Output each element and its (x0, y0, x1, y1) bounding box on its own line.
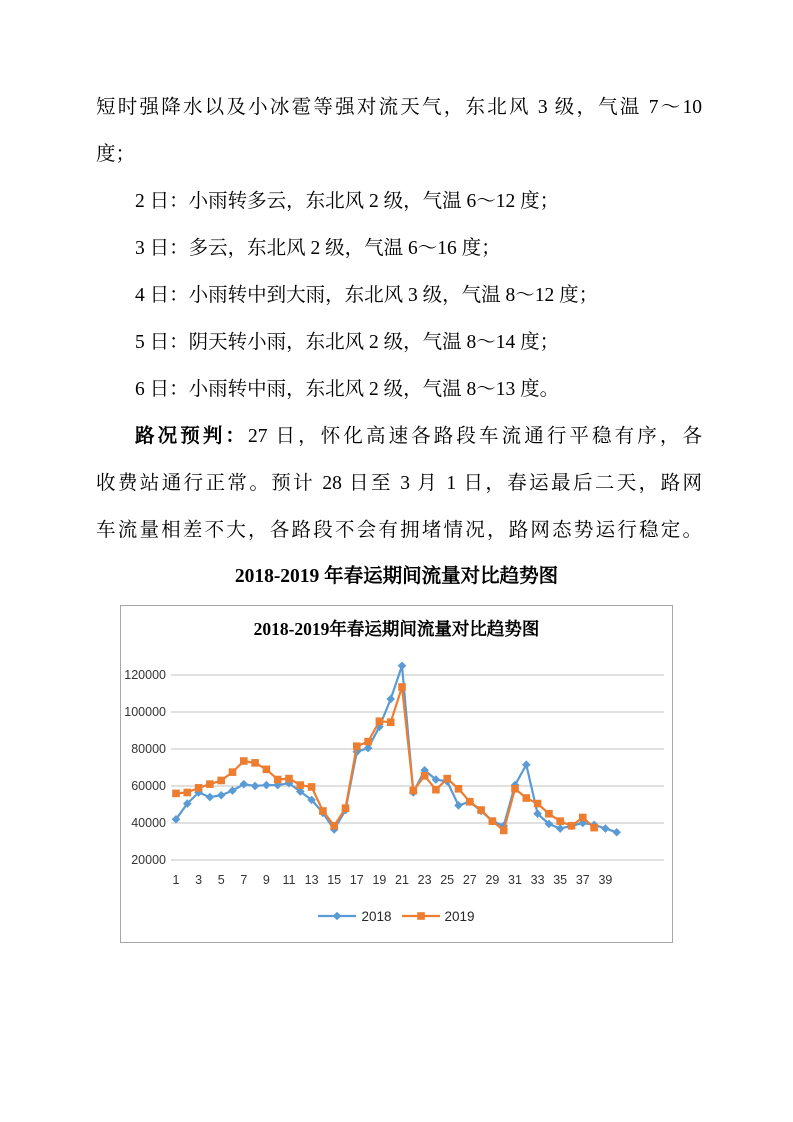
x-tick-label: 3 (195, 873, 203, 887)
legend-item-2019 (402, 909, 475, 924)
text-line-2 (96, 131, 702, 178)
x-tick-label: 1 (172, 873, 180, 887)
data-point-2019 (229, 768, 237, 776)
text-line-3 (96, 178, 702, 225)
data-point-2019 (579, 814, 587, 822)
x-tick-label: 27 (462, 873, 477, 887)
data-point-2019 (240, 757, 248, 765)
text-run: 5 日：阴天转小雨，东北风 2 级，气温 8～14 度； (135, 332, 560, 353)
y-tick-label: 100000 (124, 705, 166, 719)
x-tick-label: 35 (553, 873, 568, 887)
data-point-2018 (240, 780, 249, 789)
legend-label-2018: 2018 (361, 908, 392, 924)
text-line-8 (96, 413, 702, 460)
series-2019-line (176, 687, 594, 830)
data-point-2019 (568, 822, 576, 830)
y-tick-label: 120000 (124, 668, 166, 682)
data-point-2019 (455, 785, 463, 793)
y-tick-label: 80000 (131, 742, 166, 756)
x-tick-label: 29 (485, 873, 500, 887)
data-point-2018 (228, 786, 237, 795)
text-run: 短时强降水以及小冰雹等强对流天气，东北风 3 级，气温 7～10 (96, 97, 702, 118)
x-tick-label: 9 (262, 873, 270, 887)
text-line-5 (96, 272, 702, 319)
x-tick-label: 17 (349, 873, 364, 887)
data-point-2019 (184, 789, 192, 797)
legend-item-2018 (318, 909, 391, 924)
data-point-2018 (454, 801, 463, 810)
text-run: 4 日：小雨转中到大雨，东北风 3 级，气温 8～12 度； (135, 285, 599, 306)
data-point-2019 (195, 784, 203, 792)
text-run: 2 日：小雨转多云，东北风 2 级，气温 6～12 度； (135, 191, 560, 212)
data-point-2018 (601, 824, 610, 833)
data-point-2019 (274, 776, 282, 784)
data-point-2018 (398, 661, 407, 670)
data-point-2019 (172, 790, 180, 798)
data-point-2019 (376, 717, 384, 725)
text-line-9 (96, 460, 702, 507)
series-2019 (172, 683, 598, 834)
data-point-2019 (410, 787, 418, 795)
data-point-2019 (342, 804, 350, 812)
y-tick-label: 40000 (131, 816, 166, 830)
legend-label-2019: 2019 (444, 908, 475, 924)
text-line-10 (96, 507, 702, 554)
data-point-2019 (387, 718, 395, 726)
data-point-2019 (297, 781, 305, 789)
body-text (96, 84, 702, 554)
data-point-2019 (364, 738, 372, 746)
text-run: 收费站通行正常。预计 28 日至 3 月 1 日，春运最后二天，路网 (96, 473, 702, 494)
chart-plot-area (121, 606, 672, 942)
data-point-2019 (500, 827, 508, 835)
data-point-2018 (217, 791, 226, 800)
y-tick-label: 20000 (131, 853, 166, 867)
text-run: 车流量相差不大，各路段不会有拥堵情况，路网态势运行稳定。 (96, 520, 702, 541)
legend-marker (417, 912, 425, 920)
data-point-2019 (590, 824, 598, 832)
x-tick-label: 11 (282, 873, 296, 887)
data-point-2019 (477, 806, 485, 814)
data-point-2018 (612, 828, 621, 837)
data-point-2019 (285, 775, 293, 783)
chart-title: 2018-2019年春运期间流量对比趋势图 (253, 619, 540, 639)
y-tick-label: 60000 (131, 779, 166, 793)
data-point-2019 (217, 777, 225, 785)
data-point-2018 (206, 793, 215, 802)
x-tick-label: 5 (217, 873, 225, 887)
data-point-2019 (398, 683, 406, 691)
data-point-2019 (466, 798, 474, 806)
data-point-2018 (522, 760, 531, 769)
legend-swatch-2019 (402, 910, 440, 922)
legend-swatch-2018 (318, 910, 356, 922)
data-point-2019 (353, 742, 361, 750)
section-title: 2018-2019 年春运期间流量对比趋势图 (234, 566, 559, 587)
x-tick-label: 23 (417, 873, 432, 887)
text-run: 3 日：多云，东北风 2 级，气温 6～16 度； (135, 238, 501, 259)
data-point-2019 (251, 759, 259, 767)
text-line-1 (96, 84, 702, 131)
x-tick-label: 15 (327, 873, 342, 887)
x-tick-label: 13 (304, 873, 319, 887)
traffic-trend-chart (120, 605, 673, 943)
data-point-2019 (263, 766, 271, 774)
bold-run: 路况预判： (135, 426, 249, 447)
data-point-2018 (251, 782, 260, 791)
data-point-2019 (523, 794, 531, 802)
x-tick-label: 33 (530, 873, 545, 887)
x-tick-label: 19 (372, 873, 387, 887)
data-point-2019 (330, 822, 338, 830)
data-point-2019 (511, 785, 519, 793)
data-point-2018 (556, 824, 565, 833)
x-tick-label: 31 (508, 873, 522, 887)
text-run: 27 日，怀化高速各路段车流通行平稳有序，各 (248, 426, 702, 447)
text-run: 度； (96, 144, 136, 165)
text-run: 6 日：小雨转中雨，东北风 2 级，气温 8～13 度。 (135, 379, 560, 400)
data-point-2018 (262, 781, 271, 790)
x-tick-label: 7 (240, 873, 248, 887)
data-point-2019 (489, 817, 497, 825)
data-point-2019 (308, 783, 316, 791)
data-point-2019 (443, 775, 451, 783)
data-point-2019 (534, 800, 542, 808)
text-line-4 (96, 225, 702, 272)
text-line-6 (96, 319, 702, 366)
x-tick-label: 25 (440, 873, 455, 887)
chart-legend (121, 902, 672, 930)
data-point-2019 (319, 807, 327, 815)
x-tick-label: 21 (395, 873, 409, 887)
data-point-2019 (556, 817, 564, 825)
data-point-2019 (432, 786, 440, 794)
text-line-7 (96, 366, 702, 413)
data-point-2018 (386, 695, 395, 704)
data-point-2019 (545, 810, 553, 818)
data-point-2019 (206, 780, 214, 788)
legend-marker (333, 912, 342, 921)
data-point-2019 (421, 772, 429, 780)
x-tick-label: 37 (575, 873, 590, 887)
x-tick-label: 39 (598, 873, 613, 887)
